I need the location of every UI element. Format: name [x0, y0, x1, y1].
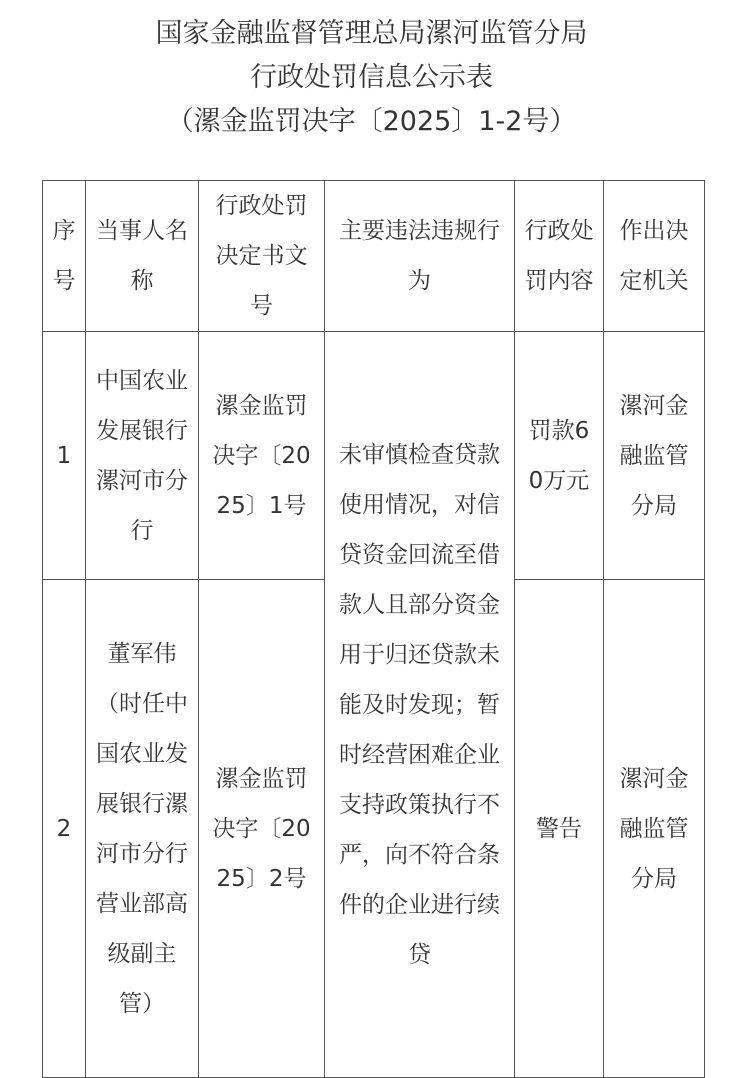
page-title: 国家金融监督管理总局漯河监管分局 [155, 18, 588, 49]
cell-party-name: 中国农业发展银行漯河市分行 [86, 332, 199, 580]
header-serial-number: 序号 [43, 181, 86, 332]
penalty-table [42, 180, 705, 1078]
cell-authority: 漯河金融监管分局 [604, 332, 705, 580]
document-number-range: （漯金监罚决字〔2025〕1-2号） [166, 106, 577, 137]
cell-serial-number: 2 [43, 580, 86, 1078]
header-decision-number: 行政处罚决定书文号 [199, 181, 325, 332]
header-party-name: 当事人名称 [86, 181, 199, 332]
cell-party-name: 董军伟（时任中国农业发展银行漯河市分行营业部高级副主管） [86, 580, 199, 1078]
header-authority: 作出决定机关 [604, 181, 705, 332]
cell-penalty: 罚款60万元 [515, 332, 604, 580]
cell-serial-number: 1 [43, 332, 86, 580]
header-penalty: 行政处罚内容 [515, 181, 604, 332]
table-header-row [43, 181, 705, 332]
cell-decision-number: 漯金监罚决字〔2025〕1号 [199, 332, 325, 580]
table-row [43, 332, 705, 580]
page-subtitle: 行政处罚信息公示表 [250, 62, 493, 93]
cell-decision-number: 漯金监罚决字〔2025〕2号 [199, 580, 325, 1078]
header-violation: 主要违法违规行为 [325, 181, 515, 332]
cell-penalty: 警告 [515, 580, 604, 1078]
cell-violation: 未审慎检查贷款使用情况，对信贷资金回流至借款人且部分资金用于归还贷款未能及时发现；暂时经营困难企业支持政策执行不严，向不符合条件的企业进行续贷 [325, 332, 515, 1078]
cell-authority: 漯河金融监管分局 [604, 580, 705, 1078]
